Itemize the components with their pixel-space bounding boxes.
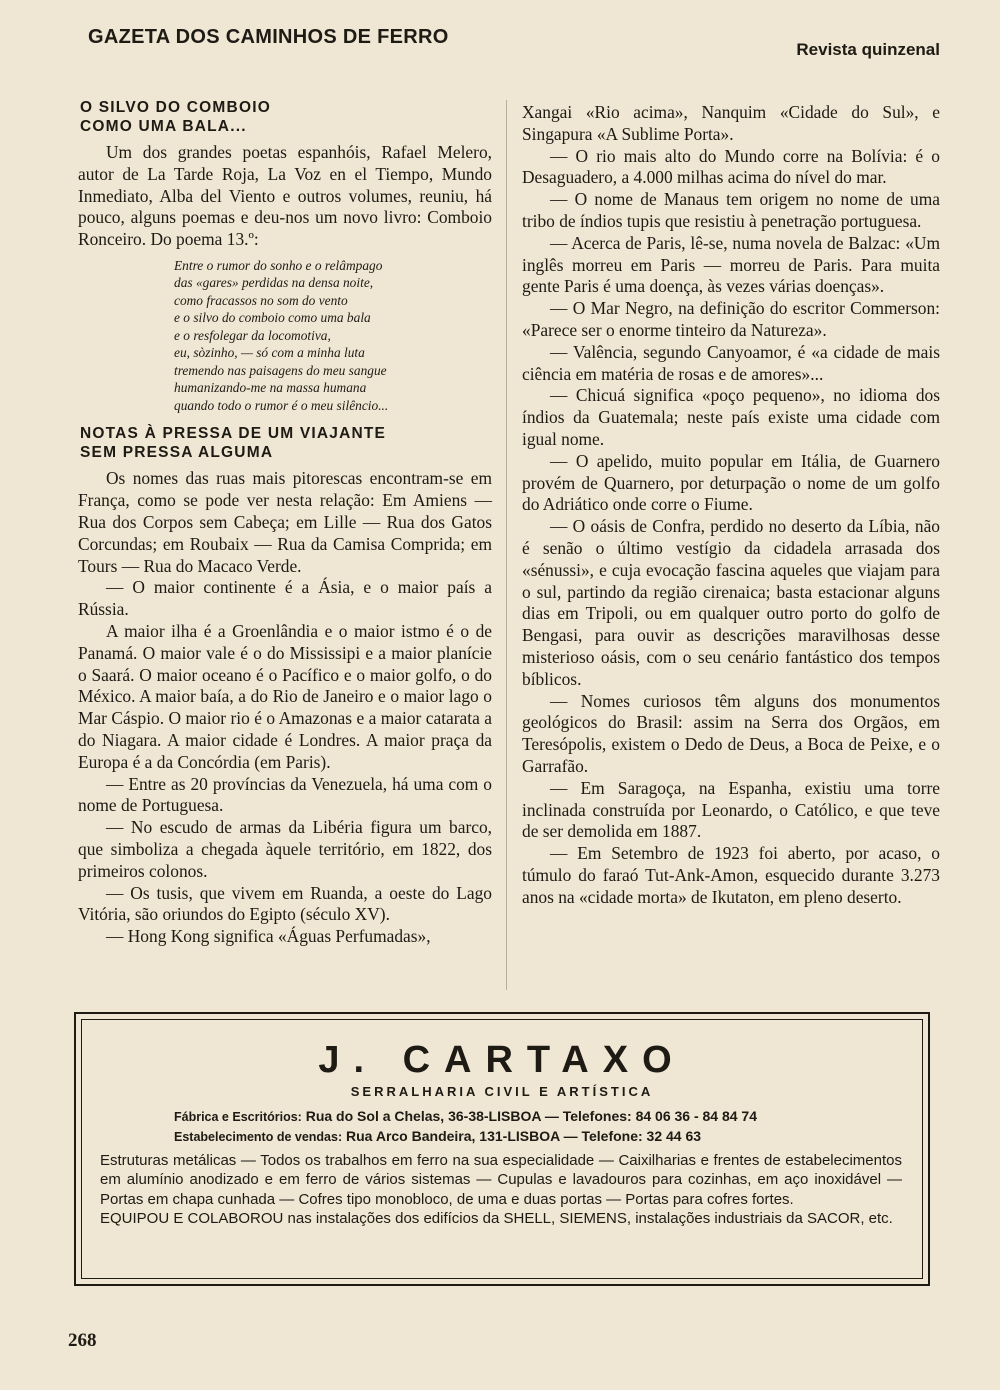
poem-line: e o silvo do comboio como uma bala [174,310,371,326]
ad-factory-line [174,1107,922,1127]
section1-heading-line2: COMO UMA BALA... [80,118,247,135]
ad-sales-address: Rua Arco Bandeira, 131-LISBOA — Telefone: 32 44 63 [346,1128,702,1144]
paragraph: — O oásis de Confra, perdido no deserto da Líbia, não é senão o último vestígio da cidadela arrasada dos «sénussi», e cuja evocação fascina aqueles que viajam para o sul, partindo da região cirenaica; basta estacionar alguns dias em Tripoli, ou em qualquer outro porto do golfo de Bengasi, para ouvir as descrições maravilhosas desse misterioso oásis, com o seu cenário fantástico dos tempos bíblicos. [522,516,940,689]
poem-line: e o resfolegar da locomotiva, [174,327,331,343]
ad-body-text: Estruturas metálicas — Todos os trabalhos em ferro na sua especialidade — Caixilharias e frentes de estabelecimentos em alumínio anodizado e em ferro de vários sistemas — Cupulas e lavadouros para cozinhas, em aço inoxidável — Portas em chapa cunhada — Cofres tipo monobloco, de uma e duas portas — Portas para cofres fortes. [100,1152,902,1208]
page-number: 268 [68,1330,97,1351]
section1-heading [80,98,492,136]
page-header-subtitle: Revista quinzenal [796,40,940,59]
ad-sales-label: Estabelecimento de vendas: [174,1130,343,1144]
paragraph: — Em Saragoça, na Espanha, existiu uma torre inclinada construída por Leonardo, o Católico, e que teve de ser demolida em 1887. [522,777,940,842]
paragraph: — O maior continente é a Ásia, e o maior país a Rússia. [78,577,492,620]
ad-addresses [174,1107,922,1147]
section2-heading-line1: NOTAS À PRESSA DE UM VIAJANTE [80,425,387,443]
paragraph: — O Mar Negro, na definição do escritor Commerson: «Parece ser o enorme tinteiro da Natureza». [522,298,940,340]
paragraph: — Em Setembro de 1923 foi aberto, por acaso, o túmulo do faraó Tut-Ank-Amon, esquecido durante 3.273 anos na «cidade morta» de Ikutaton, em pleno deserto. [522,843,940,907]
left-column [78,94,492,948]
ad-subtitle: SERRALHARIA CIVIL E ARTÍSTICA [350,1084,654,1099]
ad-body-text: EQUIPOU E COLABOROU nas instalações dos edifícios da SHELL, SIEMENS, instalações industriais da SACOR, etc. [100,1209,893,1227]
paragraph: — Valência, segundo Canyoamor, é «a cidade de mais ciência em matéria de rosas e de amores»... [522,341,940,384]
poem-line: das «gares» perdidas na densa noite, [174,275,374,291]
poem-line: quando todo o rumor é o meu silêncio... [174,397,389,413]
advertisement-inner-frame [81,1019,923,1279]
poem-line: eu, sòzinho, — só com a minha luta [174,345,365,361]
paragraph: — Os tusis, que vivem em Ruanda, a oeste do Lago Vitória, são oriundos do Egipto (século XV). [78,882,492,925]
paragraph: — O apelido, muito popular em Itália, de Guarnero provém de Quarnero, por deturpação o nome de um golfo do Adriático onde corre o Fiume. [522,450,940,515]
poem-line: como fracassos no som do vento [174,292,348,308]
page-header-title: GAZETA DOS CAMINHOS DE FERRO [88,26,449,48]
paragraph: — Hong Kong significa «Águas Perfumadas», [106,926,431,947]
paragraph: Os nomes das ruas mais pitorescas encontram-se em França, como se pode ver nesta relação: Em Amiens — Rua dos Corpos sem Cabeça; em Lille — Rua dos Gatos Corcundas; em Roubaix — Rua da Camisa Comprida; em Tours — Rua do Macaco Verde. [78,468,492,576]
paragraph: — O nome de Manaus tem origem no nome de uma tribo de índios tupis que resistiu à penetração portuguesa. [522,189,940,231]
ad-sales-line [174,1127,922,1147]
paragraph: — Nomes curiosos têm alguns dos monumentos geológicos do Brasil: assim na Serra dos Orgãos, em Teresópolis, existem o Dedo de Deus, a Boca de Peixe, e o Garrafão. [522,690,940,776]
section1-heading-line1: O SILVO DO COMBOIO [80,99,271,116]
paragraph: — Chicuá significa «poço pequeno», no idioma dos índios da Guatemala; neste país existe uma cidade com igual nome. [522,385,940,449]
poem [174,257,492,415]
paragraph: A maior ilha é a Groenlândia e o maior istmo é o de Panamá. O maior vale é o do Mississipi e a maior planície o Saará. O maior oceano é o Pacífico e o maior golfo, o do México. A maior baía, a do Rio de Janeiro e o maior lago o Mar Cáspio. O maior rio é o Amazonas e a maior catarata a do Niagara. A maior cidade é Londres. A maior praça da Europa é a da Concórdia (em Paris). [78,621,492,772]
paragraph: — O rio mais alto do Mundo corre na Bolívia: é o Desaguadero, a 4.000 milhas acima do nível do mar. [522,145,940,188]
advertisement-box [74,1012,930,1286]
ad-company-name: J. CARTAXO [318,1039,686,1081]
poem-line: humanizando-me na massa humana [174,380,367,396]
right-column [522,102,940,908]
ad-factory-label: Fábrica e Escritórios: [174,1110,302,1124]
section2-heading-line2: SEM PRESSA ALGUMA [80,444,274,462]
column-divider [506,100,507,990]
paragraph: Xangai «Rio acima», Nanquim «Cidade do Sul», e Singapura «A Sublime Porta». [522,102,940,144]
ad-factory-address: Rua do Sol a Chelas, 36-38-LISBOA — Telefones: 84 06 36 - 84 84 74 [305,1108,757,1124]
poem-line: Entre o rumor do sonho e o relâmpago [174,257,383,273]
section1-intro: Um dos grandes poetas espanhóis, Rafael Melero, autor de La Tarde Roja, La Voz en el Tiempo, Mundo Inmediato, Alba del Viento e outros volumes, reuniu, há pouco, alguns poemas e deu-nos um novo livro: Comboio Ronceiro. Do poema 13.º: [78,142,492,250]
paragraph: — Acerca de Paris, lê-se, numa novela de Balzac: «Um inglês morreu em Paris — morreu de Paris. Para muita gente Paris é uma doença, às vezes várias doenças». [522,232,940,297]
poem-line: tremendo nas paisagens do meu sangue [174,362,387,378]
paragraph: — Entre as 20 províncias da Venezuela, há uma com o nome de Portuguesa. [78,773,492,816]
ad-body [100,1151,902,1228]
paragraph: — No escudo de armas da Libéria figura um barco, que simboliza a chegada àquele território, em 1822, dos primeiros colonos. [78,817,492,881]
section2-heading [80,424,492,462]
